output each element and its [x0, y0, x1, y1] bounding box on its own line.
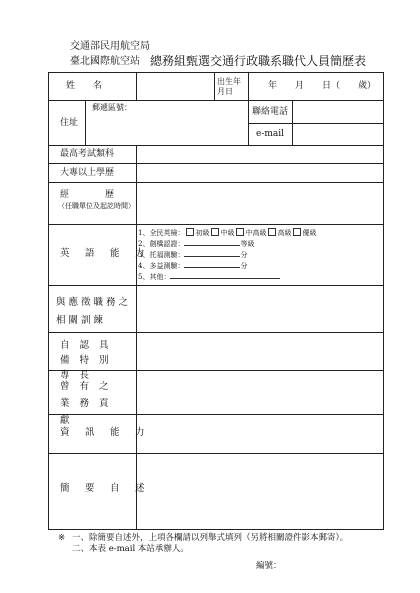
email-field[interactable] — [293, 124, 383, 145]
past-work-label: 曾有之業務貢獻 — [60, 381, 119, 426]
form-title: 總務組甄選交通行政職系職代人員簡歷表 — [150, 54, 367, 68]
skills-label: 自認具備特別專長 — [60, 340, 119, 381]
phone-label: 聯絡電話 — [252, 107, 289, 117]
toefl-blank[interactable] — [184, 250, 240, 257]
phone-field[interactable] — [293, 101, 383, 123]
birth-date-label: 出生年月日 — [217, 77, 241, 96]
postal-code-label[interactable]: 郵遞區號： — [92, 103, 132, 112]
level-high-intermediate: 中高級 — [245, 229, 267, 237]
english-gept-label: 1、全民英檢： — [138, 229, 185, 237]
it-ability-label: 資 訊 能 力 — [60, 427, 148, 438]
cambridge-blank[interactable] — [184, 239, 240, 246]
skills-field[interactable] — [137, 333, 383, 370]
checkbox[interactable] — [293, 228, 301, 236]
checkbox[interactable] — [236, 228, 244, 236]
checkbox[interactable] — [211, 228, 219, 236]
summary-field[interactable] — [137, 454, 383, 529]
email-label: e-mail — [256, 129, 285, 139]
name-label: 姓 名 — [66, 81, 103, 91]
org-line-2: 臺北國際航空站 — [70, 56, 140, 67]
experience-note: （任職單位及起訖時間） — [58, 202, 135, 210]
experience-label: 經 歷 — [60, 190, 115, 200]
related-training-label: 與應徵職務之相關訓練 — [56, 297, 132, 326]
english-option-1 — [138, 228, 316, 237]
education-field[interactable] — [137, 164, 383, 182]
level-elementary: 初級 — [195, 229, 210, 237]
note-1: 一、除簡要自述外，上項各欄請以列舉式填列（另將相關證件影本郵寄）。 — [72, 533, 349, 543]
serial-label: 編號： — [256, 561, 282, 571]
exam-field[interactable] — [137, 146, 383, 163]
address-label: 住址 — [60, 118, 79, 128]
english-label: 英 語 能 力 — [60, 248, 148, 259]
org-line-1: 交通部民用航空局 — [70, 41, 150, 52]
toeic-label: 4、多益測驗： — [138, 262, 185, 270]
toefl-label: 3、托福測驗： — [138, 251, 185, 259]
level-superior: 優級 — [302, 229, 317, 237]
cambridge-suffix: 等級 — [240, 240, 255, 248]
cambridge-label: 2、劍橋認證： — [138, 240, 185, 248]
english-option-5 — [138, 272, 280, 281]
other-label: 5、其他： — [138, 273, 171, 281]
note-mark: ※ — [58, 533, 66, 543]
toefl-suffix: 分 — [240, 251, 248, 259]
experience-field[interactable] — [137, 183, 383, 224]
education-label: 大專以上學歷 — [60, 168, 115, 178]
toeic-blank[interactable] — [184, 261, 240, 268]
checkbox[interactable] — [186, 228, 194, 236]
birth-date-format[interactable]: 年 月 日（ 歲） — [268, 81, 377, 91]
checkbox[interactable] — [268, 228, 276, 236]
past-work-field[interactable] — [137, 371, 383, 414]
level-advanced: 高級 — [277, 229, 292, 237]
level-intermediate: 中級 — [220, 229, 235, 237]
english-option-2 — [138, 239, 254, 248]
english-option-4 — [138, 261, 247, 270]
related-training-field[interactable] — [137, 286, 383, 332]
english-option-3 — [138, 250, 247, 259]
other-blank[interactable] — [170, 272, 280, 279]
it-ability-field[interactable] — [137, 415, 383, 453]
exam-label: 最高考試類科 — [60, 149, 115, 159]
name-field[interactable] — [137, 73, 213, 100]
summary-label: 簡 要 自 述 — [60, 483, 148, 494]
toeic-suffix: 分 — [240, 262, 248, 270]
note-2: 二、本表 e-mail 本站承辦人。 — [72, 544, 189, 554]
